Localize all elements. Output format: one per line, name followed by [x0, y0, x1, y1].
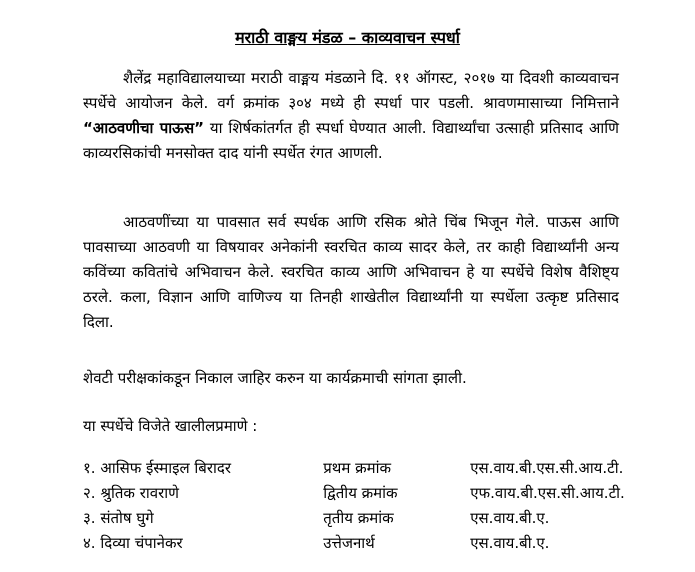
- paragraph-intro-text: [83, 66, 619, 166]
- winner-name-text: दिव्या चंपानेकर: [100, 534, 183, 552]
- intro-after: या शिर्षकांतर्गत ही स्पर्धा घेण्यात आली. विद्यार्थ्यांचा उत्साही प्रतिसाद आणि काव्यरसिकांची मनसोक्त दाद यांनी स्पर्धेत रंगत आणली.: [83, 119, 619, 162]
- winners-table: [83, 458, 673, 558]
- winner-name: [83, 508, 323, 533]
- winner-number: ४.: [83, 534, 96, 552]
- paragraph-conclusion: [83, 366, 619, 391]
- winner-row: [83, 508, 673, 533]
- winners-heading: [83, 414, 619, 439]
- title-text: मराठी वाङ्मय मंडळ – काव्यवाचन स्पर्धा: [235, 28, 460, 47]
- winner-class: एस.वाय.बी.ए.: [470, 534, 550, 552]
- winner-class: एफ.वाय.बी.एस.सी.आय.टी.: [470, 484, 625, 502]
- winner-number: १.: [83, 459, 96, 477]
- page-title: [0, 26, 695, 48]
- winner-name: [83, 533, 323, 558]
- winner-name: [83, 458, 323, 483]
- winner-row: [83, 458, 673, 483]
- event-title-highlight: “आठवणीचा पाऊस”: [83, 119, 204, 137]
- winners-heading-text: या स्पर्धेचे विजेते खालीलप्रमाणे :: [83, 417, 258, 435]
- winner-row: [83, 533, 673, 558]
- winner-name-text: श्रुतिक रावराणे: [100, 484, 179, 502]
- winner-number: ३.: [83, 509, 96, 527]
- winner-row: [83, 483, 673, 508]
- winner-name-text: संतोष घुगे: [100, 509, 154, 527]
- winner-name-text: आसिफ ईस्माइल बिरादर: [100, 459, 231, 477]
- winner-rank: उत्तेजनार्थ: [323, 534, 375, 552]
- paragraph-conclusion-text: शेवटी परीक्षकांकडून निकाल जाहिर करुन या कार्यक्रमाची सांगता झाली.: [83, 369, 467, 387]
- intro-before: शैलेंद्र महाविद्यालयाच्या मराठी वाङ्मय मंडळाने दि. ११ ऑगस्ट, २०१७ या दिवशी काव्यवाचन स्पर्धेचे आयोजन केले. वर्ग क्रमांक ३०४ मध्ये ही स्पर्धा पार पडली. श्रावणमासाच्या निमित्ताने: [83, 69, 619, 112]
- winner-rank: तृतीय क्रमांक: [323, 509, 394, 527]
- winner-class: एस.वाय.बी.ए.: [470, 509, 550, 527]
- paragraph-description: [83, 210, 619, 335]
- winner-number: २.: [83, 484, 96, 502]
- winner-rank: प्रथम क्रमांक: [323, 459, 392, 477]
- paragraph-intro: [83, 66, 619, 166]
- paragraph-description-text: आठवणींच्या या पावसात सर्व स्पर्धक आणि रसिक श्रोते चिंब भिजून गेले. पाऊस आणि पावसाच्या आठवणी या विषयावर अनेकांनी स्वरचित काव्य सादर केले, तर काही विद्यार्थ्यांनी अन्य कविंच्या कवितांचे अभिवाचन केले. स्वरचित काव्य आणि अभिवाचन हे या स्पर्धेचे विशेष वैशिष्ट्य ठरले. कला, विज्ञान आणि वाणिज्य या तिनही शाखेतील विद्यार्थ्यांनी या स्पर्धेला उत्कृष्ट प्रतिसाद दिला.: [83, 213, 619, 331]
- winner-rank: द्वितीय क्रमांक: [323, 484, 398, 502]
- winner-class: एस.वाय.बी.एस.सी.आय.टी.: [470, 459, 624, 477]
- winner-name: [83, 483, 323, 508]
